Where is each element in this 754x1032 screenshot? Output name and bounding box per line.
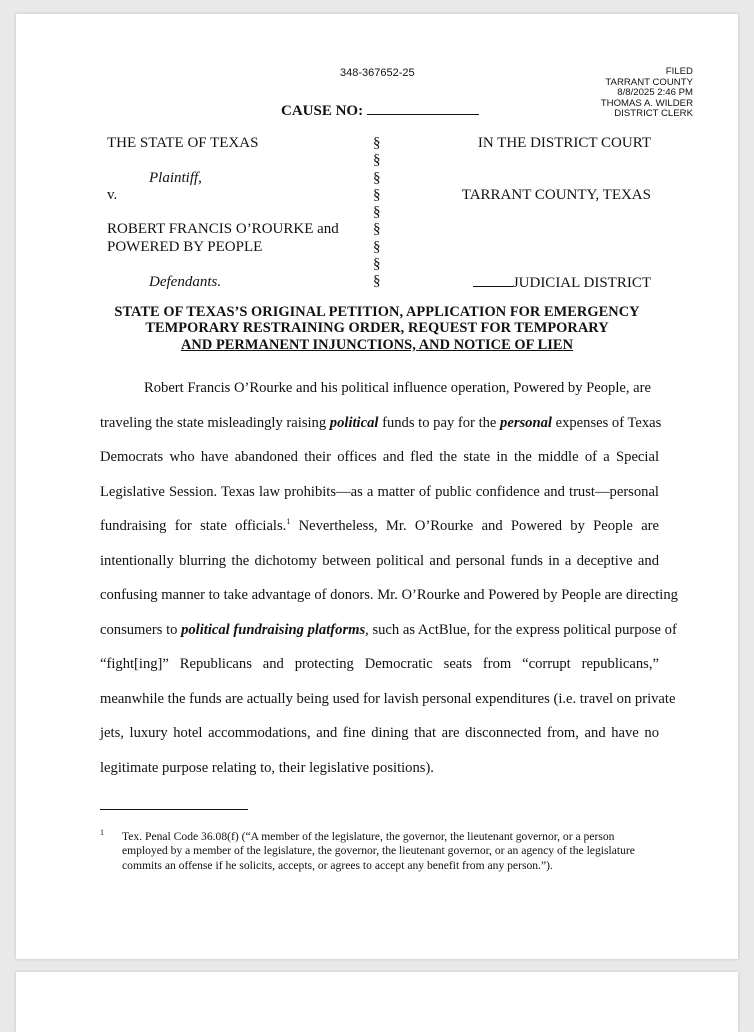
text-run: traveling the state misleadingly raising (100, 414, 330, 431)
footnote-separator (100, 809, 248, 810)
body-line: confusing manner to take advantage of donors. Mr. O’Rourke and Powered by People are directing (100, 587, 678, 603)
judicial-district (473, 274, 651, 292)
footnote-line: employed by a member of the legislature, the governor, the lieutenant governor, or an agency of the legislature (122, 844, 635, 858)
district-label: JUDICIAL DISTRICT (512, 275, 651, 291)
footnote-line: commits an offense if he solicits, accepts, or agrees to accept any benefit from any person.”). (122, 858, 553, 872)
body-line (100, 406, 662, 441)
cause-label: CAUSE NO: (281, 103, 364, 119)
body-line: Legislative Session. Texas law prohibits—as a matter of public confidence and trust—personal (100, 483, 659, 500)
text-run: fundraising for state officials. (100, 518, 287, 534)
file-number: 348-367652-25 (340, 67, 415, 79)
court-name: IN THE DISTRICT COURT (477, 135, 651, 151)
section-mark: § (373, 152, 381, 169)
text-run: funds to pay for the (378, 414, 501, 431)
footnote-number: 1 (100, 828, 104, 837)
title-line: STATE OF TEXAS’S ORIGINAL PETITION, APPLICATION FOR EMERGENCY (114, 304, 640, 320)
text-run: , such as ActBlue, for the express political purpose of (365, 621, 677, 638)
defendant-line: POWERED BY PEOPLE (107, 239, 263, 255)
filed-stamp (601, 67, 693, 120)
district-blank (473, 274, 513, 287)
stamp-line: TARRANT COUNTY (605, 76, 693, 88)
body-line: meanwhile the funds are actually being used for lavish personal expenditures (i.e. travel on private (100, 690, 676, 707)
body-line (100, 613, 677, 648)
plaintiff-name: THE STATE OF TEXAS (107, 135, 259, 151)
body-line: jets, luxury hotel accommodations, and fine dining that are disconnected from, and have no (100, 725, 659, 741)
cause-number (281, 100, 479, 120)
emphasis-platforms: political fundraising platforms (181, 621, 366, 638)
plaintiff-role: Plaintiff, (149, 170, 202, 186)
body-line: intentionally blurring the dichotomy between political and personal funds in a deceptive and (100, 552, 659, 569)
body-line (100, 509, 659, 544)
footnote-ref[interactable]: 1 (286, 517, 291, 526)
cause-blank (367, 100, 479, 115)
section-mark: § (373, 273, 381, 290)
defendant-line: ROBERT FRANCIS O’ROURKE and (107, 221, 339, 237)
document-title (16, 304, 738, 353)
versus: v. (107, 187, 118, 203)
footnote-line: Tex. Penal Code 36.08(f) (“A member of the legislature, the governor, the lieutenant governor, or a person (122, 830, 615, 843)
section-mark: § (373, 135, 381, 151)
petition-body (100, 371, 678, 785)
text-run: expenses of Texas (551, 414, 662, 431)
stamp-line: 8/8/2025 2:46 PM (617, 87, 693, 99)
next-page (16, 972, 738, 1032)
body-line: “fight[ing]” Republicans and protecting Democratic seats from “corrupt republicans,” (100, 656, 659, 672)
stamp-line: THOMAS A. WILDER (600, 97, 693, 109)
text-run: Nevertheless, Mr. O’Rourke and Powered by People are (290, 518, 660, 534)
section-mark: § (373, 204, 381, 221)
text-run: consumers to (100, 621, 182, 638)
stamp-line: DISTRICT CLERK (614, 108, 693, 120)
section-mark: § (373, 221, 381, 238)
footnote (122, 830, 659, 873)
title-line: AND PERMANENT INJUNCTIONS, AND NOTICE OF LIEN (180, 336, 574, 353)
body-line: Democrats who have abandoned their offices and fled the state in the middle of a Special (100, 449, 659, 465)
body-line: Robert Francis O’Rourke and his political influence operation, Powered by People, are (144, 380, 651, 396)
section-mark: § (373, 256, 381, 273)
title-line: TEMPORARY RESTRAINING ORDER, REQUEST FOR TEMPORARY (145, 320, 609, 337)
emphasis-political: political (329, 414, 379, 431)
county-name: TARRANT COUNTY, TEXAS (461, 187, 651, 203)
section-column (373, 135, 381, 291)
defendant-role: Defendants. (149, 274, 222, 290)
emphasis-personal: personal (500, 414, 552, 431)
stamp-line: FILED (665, 66, 693, 77)
section-mark: § (373, 169, 381, 186)
body-line: legitimate purpose relating to, their legislative positions). (100, 759, 434, 776)
section-mark: § (373, 186, 381, 203)
document-page (16, 14, 738, 959)
section-mark: § (373, 238, 381, 255)
